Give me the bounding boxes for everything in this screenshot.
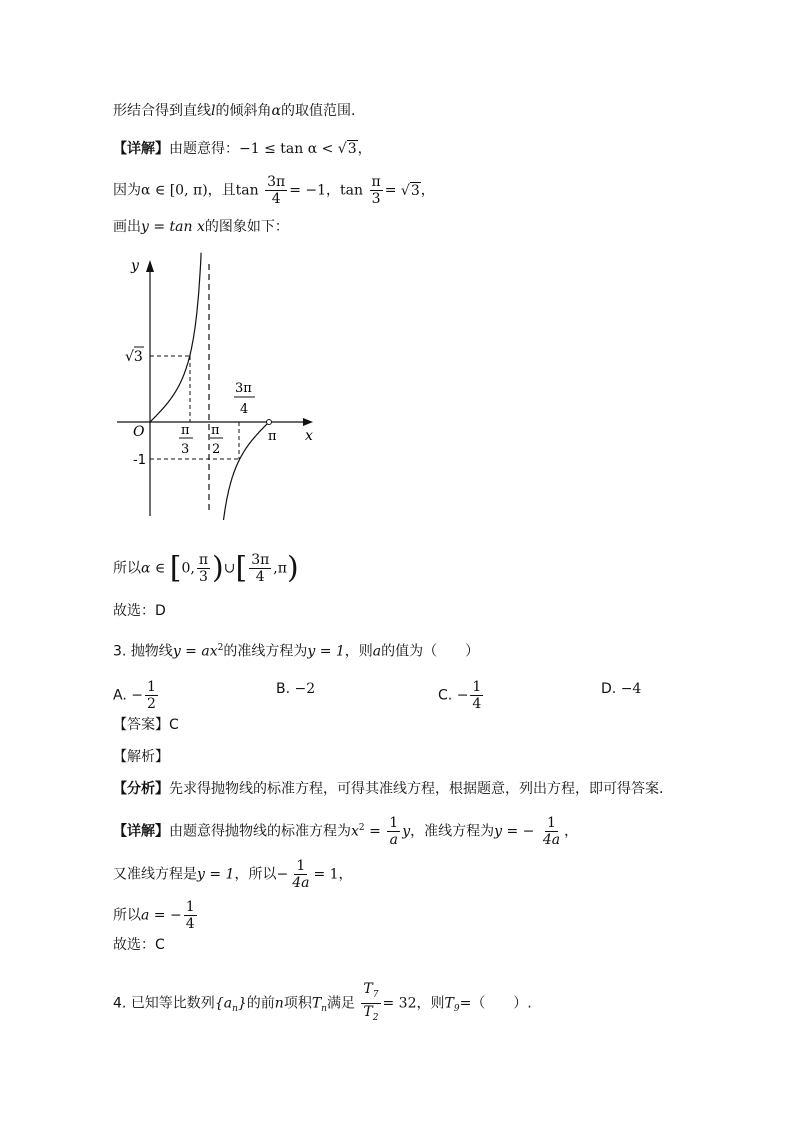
tick-pi3-den: 3: [181, 442, 190, 457]
fraction: $\frac{1}{a}$: [389, 815, 399, 848]
math-expr: y = tan x: [141, 219, 205, 235]
fraction: $\frac{1}{4}$: [472, 679, 482, 712]
text-line-5: 所以α ∈ [0, $\frac{\pi}{3}$ )∪[ $\frac{3\pi}{4}$ ,π): [113, 550, 299, 586]
text-line-1: [113, 101, 355, 121]
tick-pi2-num: π: [211, 423, 220, 438]
option-c[interactable]: C. − $\frac{1}{4}$: [438, 679, 482, 712]
text: 由题意得：: [169, 141, 239, 157]
detail-line-2: 又准线方程是y = 1，所以− $\frac{1}{4a}$ = 1，: [113, 858, 353, 891]
fraction: $\frac{3\pi}{4}$: [267, 174, 286, 207]
option-a[interactable]: A. − $\frac{1}{2}$: [113, 679, 156, 712]
x-label: x: [305, 428, 313, 444]
detail-line-1: 【详解】由题意得抛物线的标准方程为$x^2$ = $\frac{1}{a}$ y，准线方程为y = − $\frac{1}{4a}$ ，: [113, 815, 579, 848]
sqrt: √3: [337, 141, 357, 157]
text-line-2: 【详解】由题意得：−1 ≤ tan α < √3，: [113, 141, 372, 157]
y-axis-arrow: [146, 260, 154, 272]
detail-line-3: 所以a = − $\frac{1}{4}$: [113, 899, 195, 932]
fraction: $\frac{T_7}{T_2}$: [363, 981, 379, 1023]
fraction: $\frac{3\pi}{4}$: [251, 552, 270, 585]
x-axis-arrow: [303, 418, 313, 426]
fraction: $\frac{1}{4a}$: [542, 815, 561, 848]
text-line-3: 因为α ∈ [0, π)，且tan $\frac{3\pi}{4}$ = −1，tan $\frac{\pi}{3}$ = √3，: [113, 174, 435, 207]
tan-graph: [113, 250, 333, 530]
analysis-heading: 【解析】: [113, 749, 169, 765]
tick-pi2-den: 2: [212, 442, 221, 457]
sqrt3-label: √3: [125, 349, 143, 365]
fraction: $\frac{1}{4}$: [185, 899, 195, 932]
detail-line-4: 故选：C: [113, 937, 165, 953]
open-point-pi: [267, 420, 272, 425]
math-expr: −1 ≤ tan α <: [239, 141, 334, 157]
text: 形结合得到直线: [113, 103, 211, 119]
option-b[interactable]: B. −2: [276, 681, 316, 697]
tick-3pi4-den: 4: [240, 402, 249, 417]
fraction: $\frac{\pi}{3}$: [198, 552, 209, 585]
tick-3pi4-num: 3π: [235, 381, 252, 396]
answer: 【答案】C: [113, 717, 179, 733]
fraction: $\frac{\pi}{3}$: [371, 174, 381, 207]
origin-label: O: [133, 424, 145, 440]
text: 的倾斜角: [215, 103, 272, 119]
text-line-4: 画出y = tan x的图象如下：: [113, 219, 289, 235]
option-d[interactable]: D. −4: [601, 681, 642, 697]
var-alpha: α: [271, 103, 281, 119]
math-expr: α ∈ [0, π): [141, 182, 208, 199]
neg1-label: -1: [133, 453, 146, 468]
fraction: $\frac{1}{4a}$: [292, 858, 310, 891]
fraction: $\frac{1}{2}$: [146, 679, 156, 712]
question-4: 4. 已知等比数列$\{a_n\}$的前n项积$T_n$满足 $\frac{T_7}{T_2}$ = 32，则$T_9=$（ ）.: [113, 981, 532, 1026]
curve-branch-right: [224, 422, 270, 520]
tick-pi: π: [268, 429, 277, 444]
y-label: y: [131, 258, 139, 274]
tick-pi3-num: π: [181, 423, 190, 438]
var-l: l: [211, 103, 216, 119]
section-tag: 【详解】: [113, 141, 169, 157]
curve-branch-left: [150, 253, 201, 422]
text-line-6: 故选：D: [113, 603, 166, 619]
question-3: 3. 抛物线$y = ax^2$的准线方程为y = 1，则a的值为（ ）: [113, 643, 480, 660]
analysis-text: 【分析】先求得抛物线的标准方程，可得其准线方程，根据题意，列出方程，即可得答案.: [113, 781, 664, 797]
sqrt: √3: [400, 182, 420, 199]
text: 的取值范围.: [280, 103, 356, 119]
